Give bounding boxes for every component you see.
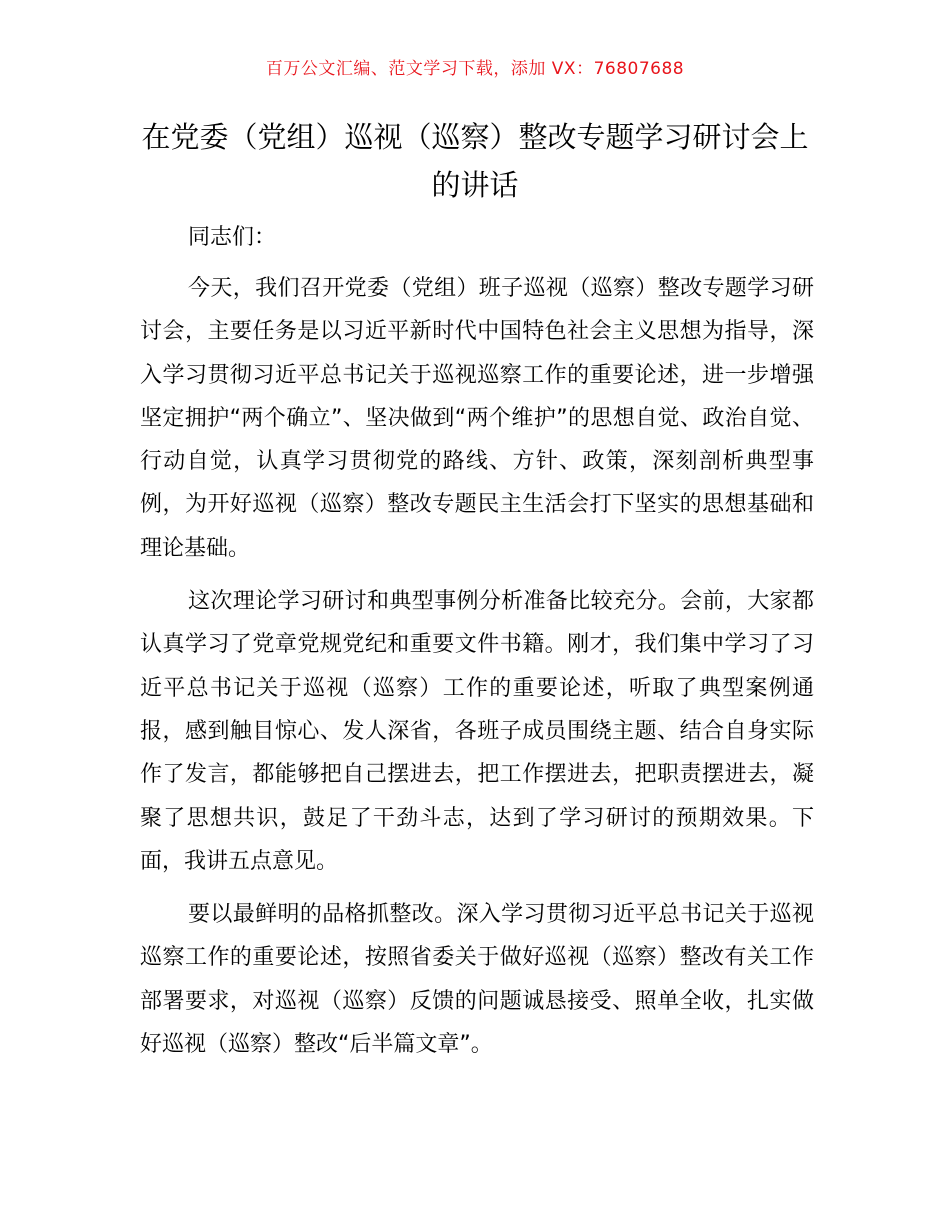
paragraph-2: 这次理论学习研讨和典型事例分析准备比较充分。会前，大家都认真学习了党章党规党纪和重要文件书籍。刚才，我们集中学习了习近平总书记关于巡视（巡察）工作的重要论述，听取了典型案例通报，感到触目惊心、发人深省，各班子成员围绕主题、结合自身实际作了发言，都能够把自己摆进去，把工作摆进去，把职责摆进去，凝聚了思想共识，鼓足了干劲斗志，达到了学习研讨的预期效果。下面，我讲五点意见。 bbox=[140, 589, 814, 874]
paragraph-1: 今天，我们召开党委（党组）班子巡视（巡察）整改专题学习研讨会，主要任务是以习近平新时代中国特色社会主义思想为指导，深入学习贯彻习近平总书记关于巡视巡察工作的重要论述，进一步增强坚定拥护“两个确立”、坚决做到“两个维护”的思想自觉、政治自觉、行动自觉，认真学习贯彻党的路线、方针、政策，深刻剖析典型事例，为开好巡视（巡察）整改专题民主生活会打下坚实的思想基础和理论基础。 bbox=[140, 276, 814, 561]
paragraph-3: 要以最鲜明的品格抓整改。深入学习贯彻习近平总书记关于巡视巡察工作的重要论述，按照省委关于做好巡视（巡察）整改有关工作部署要求，对巡视（巡察）反馈的问题诚恳接受、照单全收，扎实做好巡视（巡察）整改“后半篇文章”。 bbox=[140, 902, 814, 1058]
salutation: 同志们： bbox=[188, 225, 277, 250]
document-body bbox=[140, 216, 814, 1076]
document-title: 在党委（党组）巡视（巡察）整改专题学习研讨会上的讲话 bbox=[141, 120, 809, 202]
header-banner: 百万公文汇编、范文学习下载，添加 VX：76807688 bbox=[265, 59, 685, 79]
